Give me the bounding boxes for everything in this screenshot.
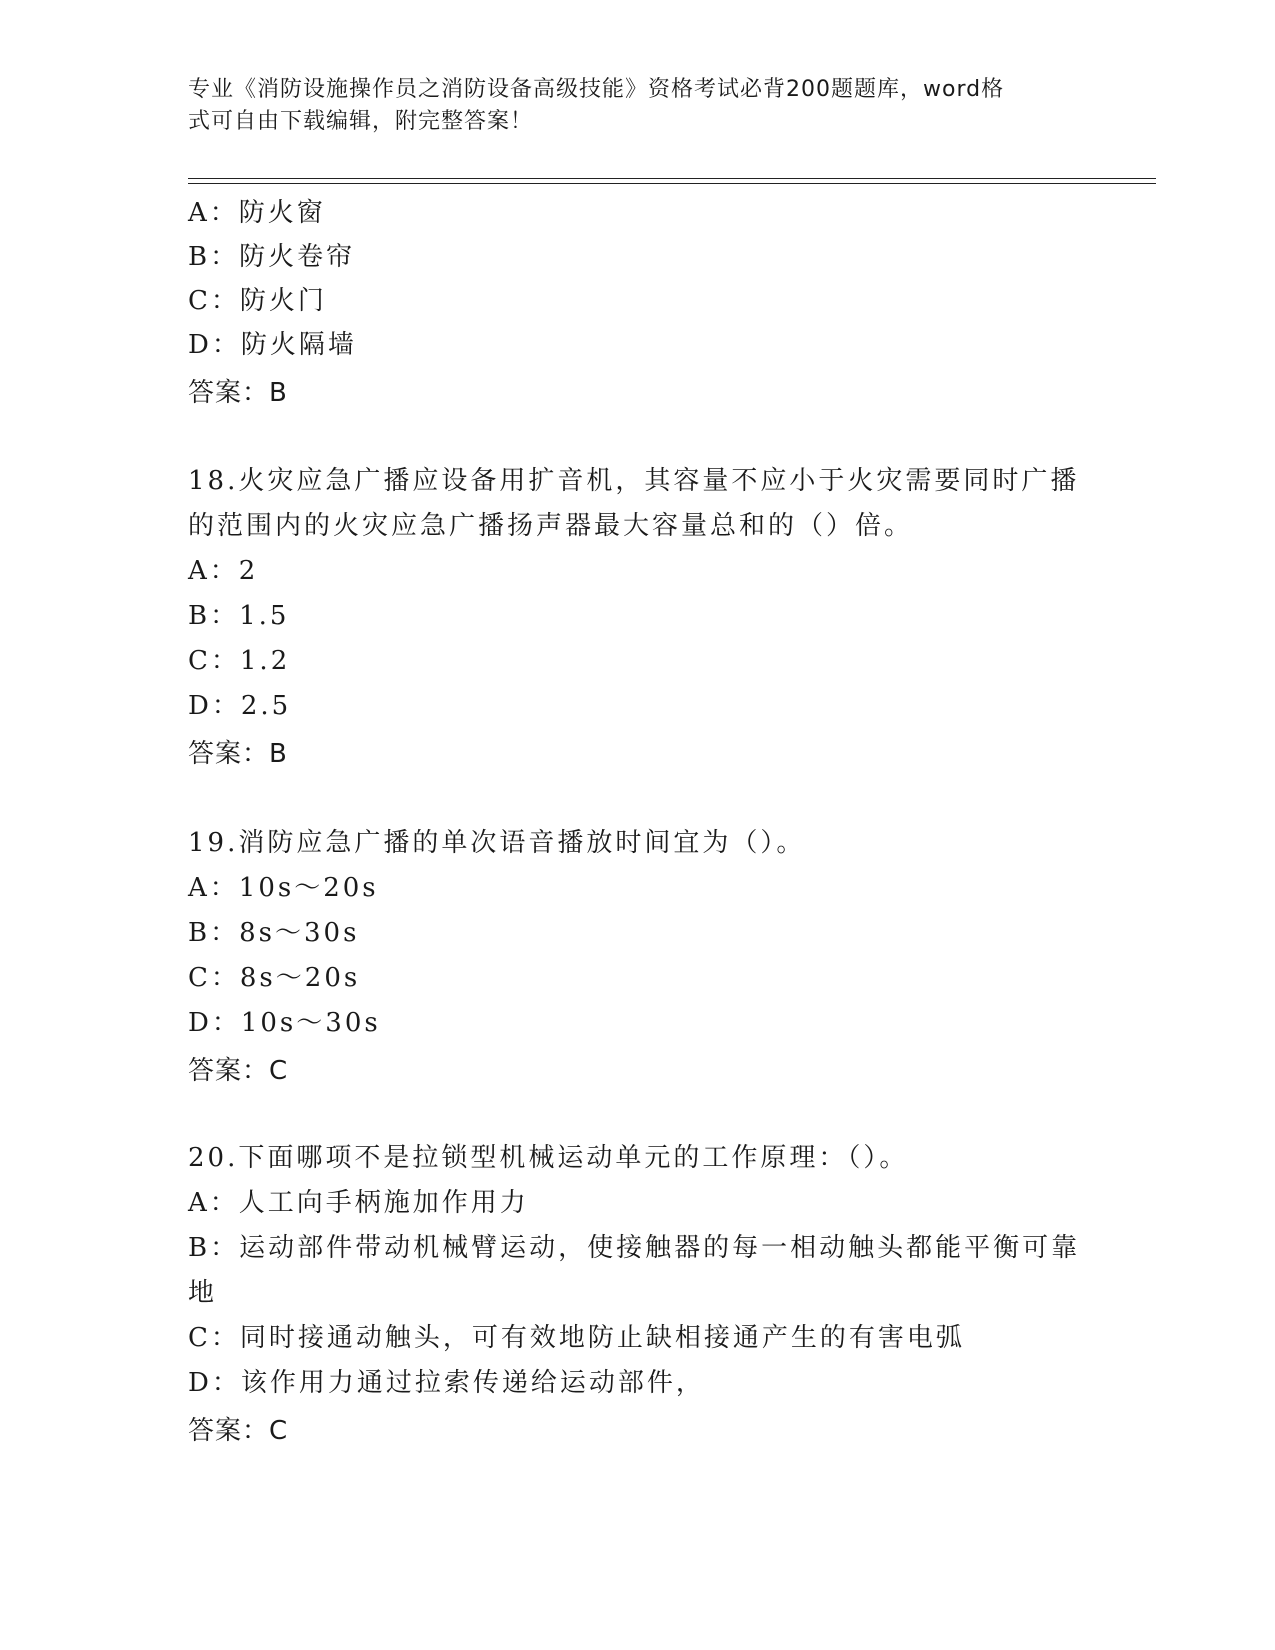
q19-option-b: B：8s～30s [188,918,360,948]
q18-answer: 答案：B [188,739,288,769]
q19-answer: 答案：C [188,1056,289,1086]
q18-stem-line-1: 18.火灾应急广播应设备用扩音机，其容量不应小于火灾需要同时广播 [188,466,1080,496]
q20-option-b: B：运动部件带动机械臂运动，使接触器的每一相动触头都能平衡可靠 [188,1233,1081,1263]
q20-stem-line-1: 20.下面哪项不是拉锁型机械运动单元的工作原理：（）。 [188,1143,909,1173]
q17-answer: 答案：B [188,378,288,408]
q18-option-d: D：2.5 [188,691,292,721]
document-header [188,74,1068,138]
q20-option-b-continuation: 地 [188,1278,218,1308]
q17-option-c: C：防火门 [188,286,327,316]
q17-option-a: A：防火窗 [188,198,326,228]
q20-option-d: D：该作用力通过拉索传递给运动部件， [188,1368,705,1398]
q19-stem-line-1: 19.消防应急广播的单次语音播放时间宜为（）。 [188,828,806,858]
q18-option-a: A：2 [188,556,259,586]
q17-option-b: B：防火卷帘 [188,242,356,272]
header-line-2: 式可自由下载编辑，附完整答案！ [188,109,534,134]
header-divider-bottom [188,183,1156,184]
q19-option-a: A：10s～20s [188,873,379,903]
q19-option-d: D：10s～30s [188,1008,381,1038]
q18-stem-line-2: 的范围内的火灾应急广播扬声器最大容量总和的（）倍。 [188,511,914,541]
q20-answer: 答案：C [188,1416,289,1446]
q18-option-b: B：1.5 [188,601,290,631]
q17-option-d: D：防火隔墙 [188,330,357,360]
header-line-1: 专业《消防设施操作员之消防设备高级技能》资格考试必背200题题库，word格 [188,77,1005,102]
q19-option-c: C：8s～20s [188,963,361,993]
q20-option-c: C：同时接通动触头，可有效地防止缺相接通产生的有害电弧 [188,1323,965,1353]
q18-option-c: C：1.2 [188,646,291,676]
header-divider-top [188,178,1156,179]
q20-option-a: A：人工向手柄施加作用力 [188,1188,529,1218]
